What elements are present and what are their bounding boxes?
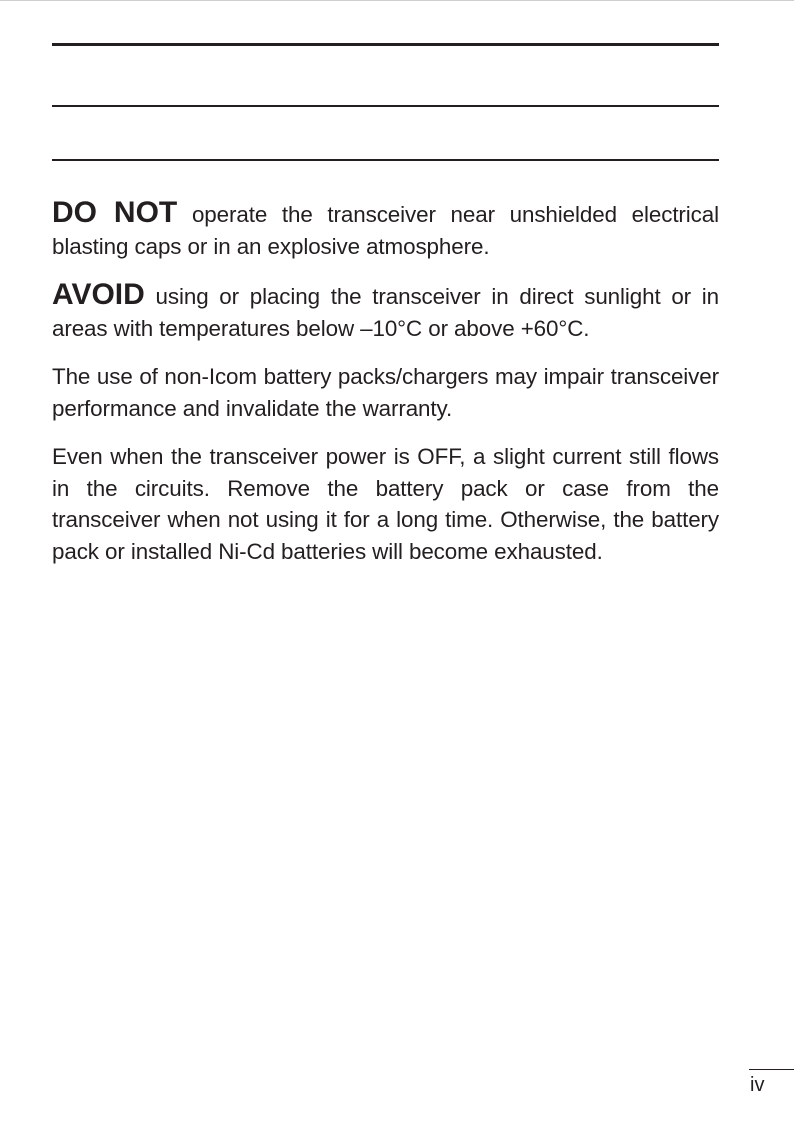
caution-battery-packs xyxy=(52,361,719,424)
do-not-lead: DO NOT xyxy=(52,196,178,229)
caution-avoid xyxy=(52,279,719,344)
header-rule-3 xyxy=(52,159,719,161)
header-rule-2 xyxy=(52,105,719,107)
do-not-text: operate the transceiver near unshielded electrical blasting caps or in an explosive atmosphere. xyxy=(52,202,719,259)
page-number: iv xyxy=(750,1074,765,1096)
caution-power-off xyxy=(52,441,719,567)
header-thick-rule xyxy=(52,43,719,46)
page-number-rule xyxy=(749,1069,794,1070)
power-off-text: Even when the transceiver power is OFF, a slight current still flows in the circuits. Remove the battery pack or case from the transceiver when not using it for a long time. Otherwise, the battery pack or installed Ni-Cd batteries will become exhausted. xyxy=(52,444,719,564)
caution-text-block xyxy=(52,197,719,567)
avoid-text: using or placing the transceiver in direct sunlight or in areas with temperatures below –10°C or above +60°C. xyxy=(52,284,719,341)
page-top-border xyxy=(0,0,794,1)
caution-do-not xyxy=(52,197,719,262)
avoid-lead: AVOID xyxy=(52,278,145,311)
battery-packs-text: The use of non-Icom battery packs/chargers may impair transceiver performance and invalidate the warranty. xyxy=(52,364,719,421)
